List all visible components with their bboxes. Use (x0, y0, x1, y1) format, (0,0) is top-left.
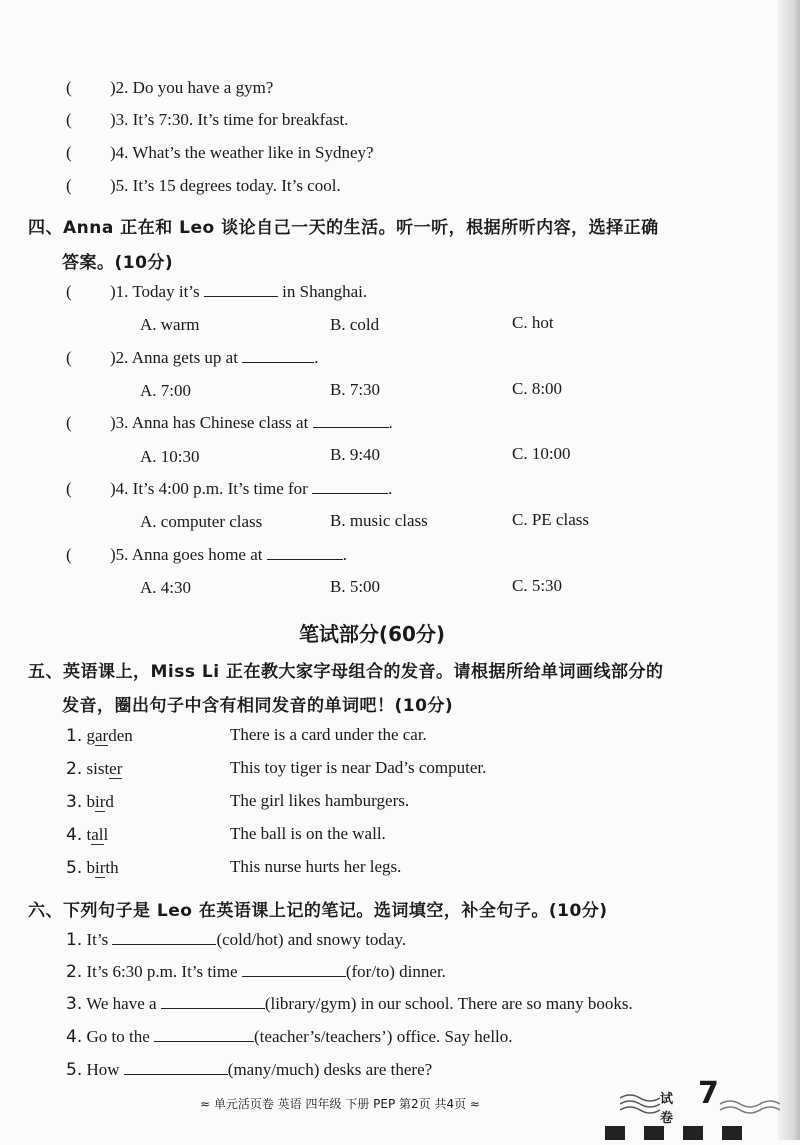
part6-item-2: 2. It’s 6:30 p.m. It’s time (for/to) dinner. (66, 962, 446, 982)
question-text-end: in Shanghai. (282, 282, 368, 301)
answer-blank[interactable] (161, 994, 265, 1009)
question-text-end: . (342, 545, 347, 564)
mark-block (605, 1126, 625, 1140)
question-line (110, 282, 367, 302)
question-line (110, 348, 318, 368)
option-c: C. 5:30 (512, 576, 563, 595)
item-word: 4. tall (66, 825, 109, 845)
question-text: )3. Anna has Chinese class at (110, 413, 309, 432)
answer-paren: ( (66, 282, 72, 301)
option-c: C. 8:00 (512, 379, 563, 398)
answer-paren: ( (66, 479, 72, 498)
part6-item-3: 3. We have a (library/gym) in our school. There are so many books. (66, 994, 633, 1014)
part4-heading-line1: 四、Anna 正在和 Leo 谈论自己一天的生活。听一听，根据所听内容，选择正确 (28, 218, 659, 238)
answer-paren: ( (66, 78, 72, 97)
page-footer: ≈ 单元活页卷 英语 四年级 下册 PEP 第2页 共4页 ≈ (200, 1097, 480, 1111)
item-sentence[interactable]: There is a card under the car. (230, 725, 427, 744)
question-text: )2. Anna gets up at (110, 348, 238, 367)
part6-heading: 六、下列句子是 Leo 在英语课上记的笔记。选词填空，补全句子。(10分) (28, 901, 608, 921)
question-line (110, 545, 347, 565)
part5-heading-line2: 发音，圈出句子中含有相同发音的单词吧！(10分) (62, 696, 454, 716)
option-a: A. 10:30 (140, 447, 200, 466)
option-b: B. 9:40 (330, 445, 381, 464)
option-a: A. warm (140, 315, 200, 334)
part6-item-1: 1. It’s (cold/hot) and snowy today. (66, 930, 407, 950)
item-word: 5. birth (66, 858, 119, 878)
part4-heading-line2: 答案。(10分) (62, 253, 174, 273)
option-b: B. 5:00 (330, 577, 381, 596)
question-text: )5. It’s 15 degrees today. It’s cool. (110, 176, 341, 195)
option-c: C. 10:00 (512, 444, 571, 463)
answer-blank[interactable] (242, 962, 346, 977)
option-a: A. computer class (140, 512, 263, 531)
item-word: 2. sister (66, 759, 123, 779)
item-sentence[interactable]: The ball is on the wall. (230, 824, 386, 843)
question-line (110, 479, 392, 499)
question-text: )1. Today it’s (110, 282, 200, 301)
answer-blank[interactable] (313, 413, 389, 428)
question-text: )3. It’s 7:30. It’s time for breakfast. (110, 110, 349, 129)
answer-blank[interactable] (267, 545, 343, 560)
answer-paren: ( (66, 348, 72, 367)
question-text-end: . (314, 348, 319, 367)
option-c: C. PE class (512, 510, 589, 529)
item-word: 1. garden (66, 726, 133, 746)
question-text: )4. What’s the weather like in Sydney? (110, 143, 374, 162)
badge-number: 7 (698, 1076, 719, 1111)
item-sentence[interactable]: This toy tiger is near Dad’s computer. (230, 758, 487, 777)
question-line (110, 413, 393, 433)
answer-blank[interactable] (124, 1060, 228, 1075)
answer-paren: ( (66, 110, 72, 129)
part6-item-5: 5. How (many/much) desks are there? (66, 1060, 433, 1080)
mark-block (644, 1126, 664, 1140)
mark-block (683, 1126, 703, 1140)
option-b: B. 7:30 (330, 380, 381, 399)
question-text-end: . (388, 413, 393, 432)
answer-blank[interactable] (312, 479, 388, 494)
answer-paren: ( (66, 143, 72, 162)
written-section-title: 笔试部分(60分) (298, 622, 446, 646)
answer-blank[interactable] (154, 1027, 254, 1042)
item-sentence[interactable]: The girl likes hamburgers. (230, 791, 410, 810)
question-text: )5. Anna goes home at (110, 545, 263, 564)
option-b: B. music class (330, 511, 428, 530)
registration-marks (605, 1126, 761, 1145)
item-word: 3. bird (66, 792, 114, 812)
option-c: C. hot (512, 313, 554, 332)
option-a: A. 7:00 (140, 381, 191, 400)
question-text: )4. It’s 4:00 p.m. It’s time for (110, 479, 308, 498)
part5-heading-line1: 五、英语课上，Miss Li 正在教大家字母组合的发音。请根据所给单词画线部分的 (28, 662, 664, 682)
badge-label: 试卷 (660, 1092, 674, 1126)
question-text-end: . (388, 479, 393, 498)
answer-blank[interactable] (204, 282, 278, 297)
option-a: A. 4:30 (140, 578, 191, 597)
option-b: B. cold (330, 315, 380, 334)
answer-blank[interactable] (242, 348, 314, 363)
item-sentence[interactable]: This nurse hurts her legs. (230, 857, 402, 876)
answer-paren: ( (66, 545, 72, 564)
question-text: )2. Do you have a gym? (110, 78, 274, 97)
mark-block (722, 1126, 742, 1140)
answer-paren: ( (66, 413, 72, 432)
page-edge-shadow (778, 0, 800, 1140)
answer-paren: ( (66, 176, 72, 195)
answer-blank[interactable] (112, 930, 216, 945)
part6-item-4: 4. Go to the (teacher’s/teachers’) office. Say hello. (66, 1027, 513, 1047)
